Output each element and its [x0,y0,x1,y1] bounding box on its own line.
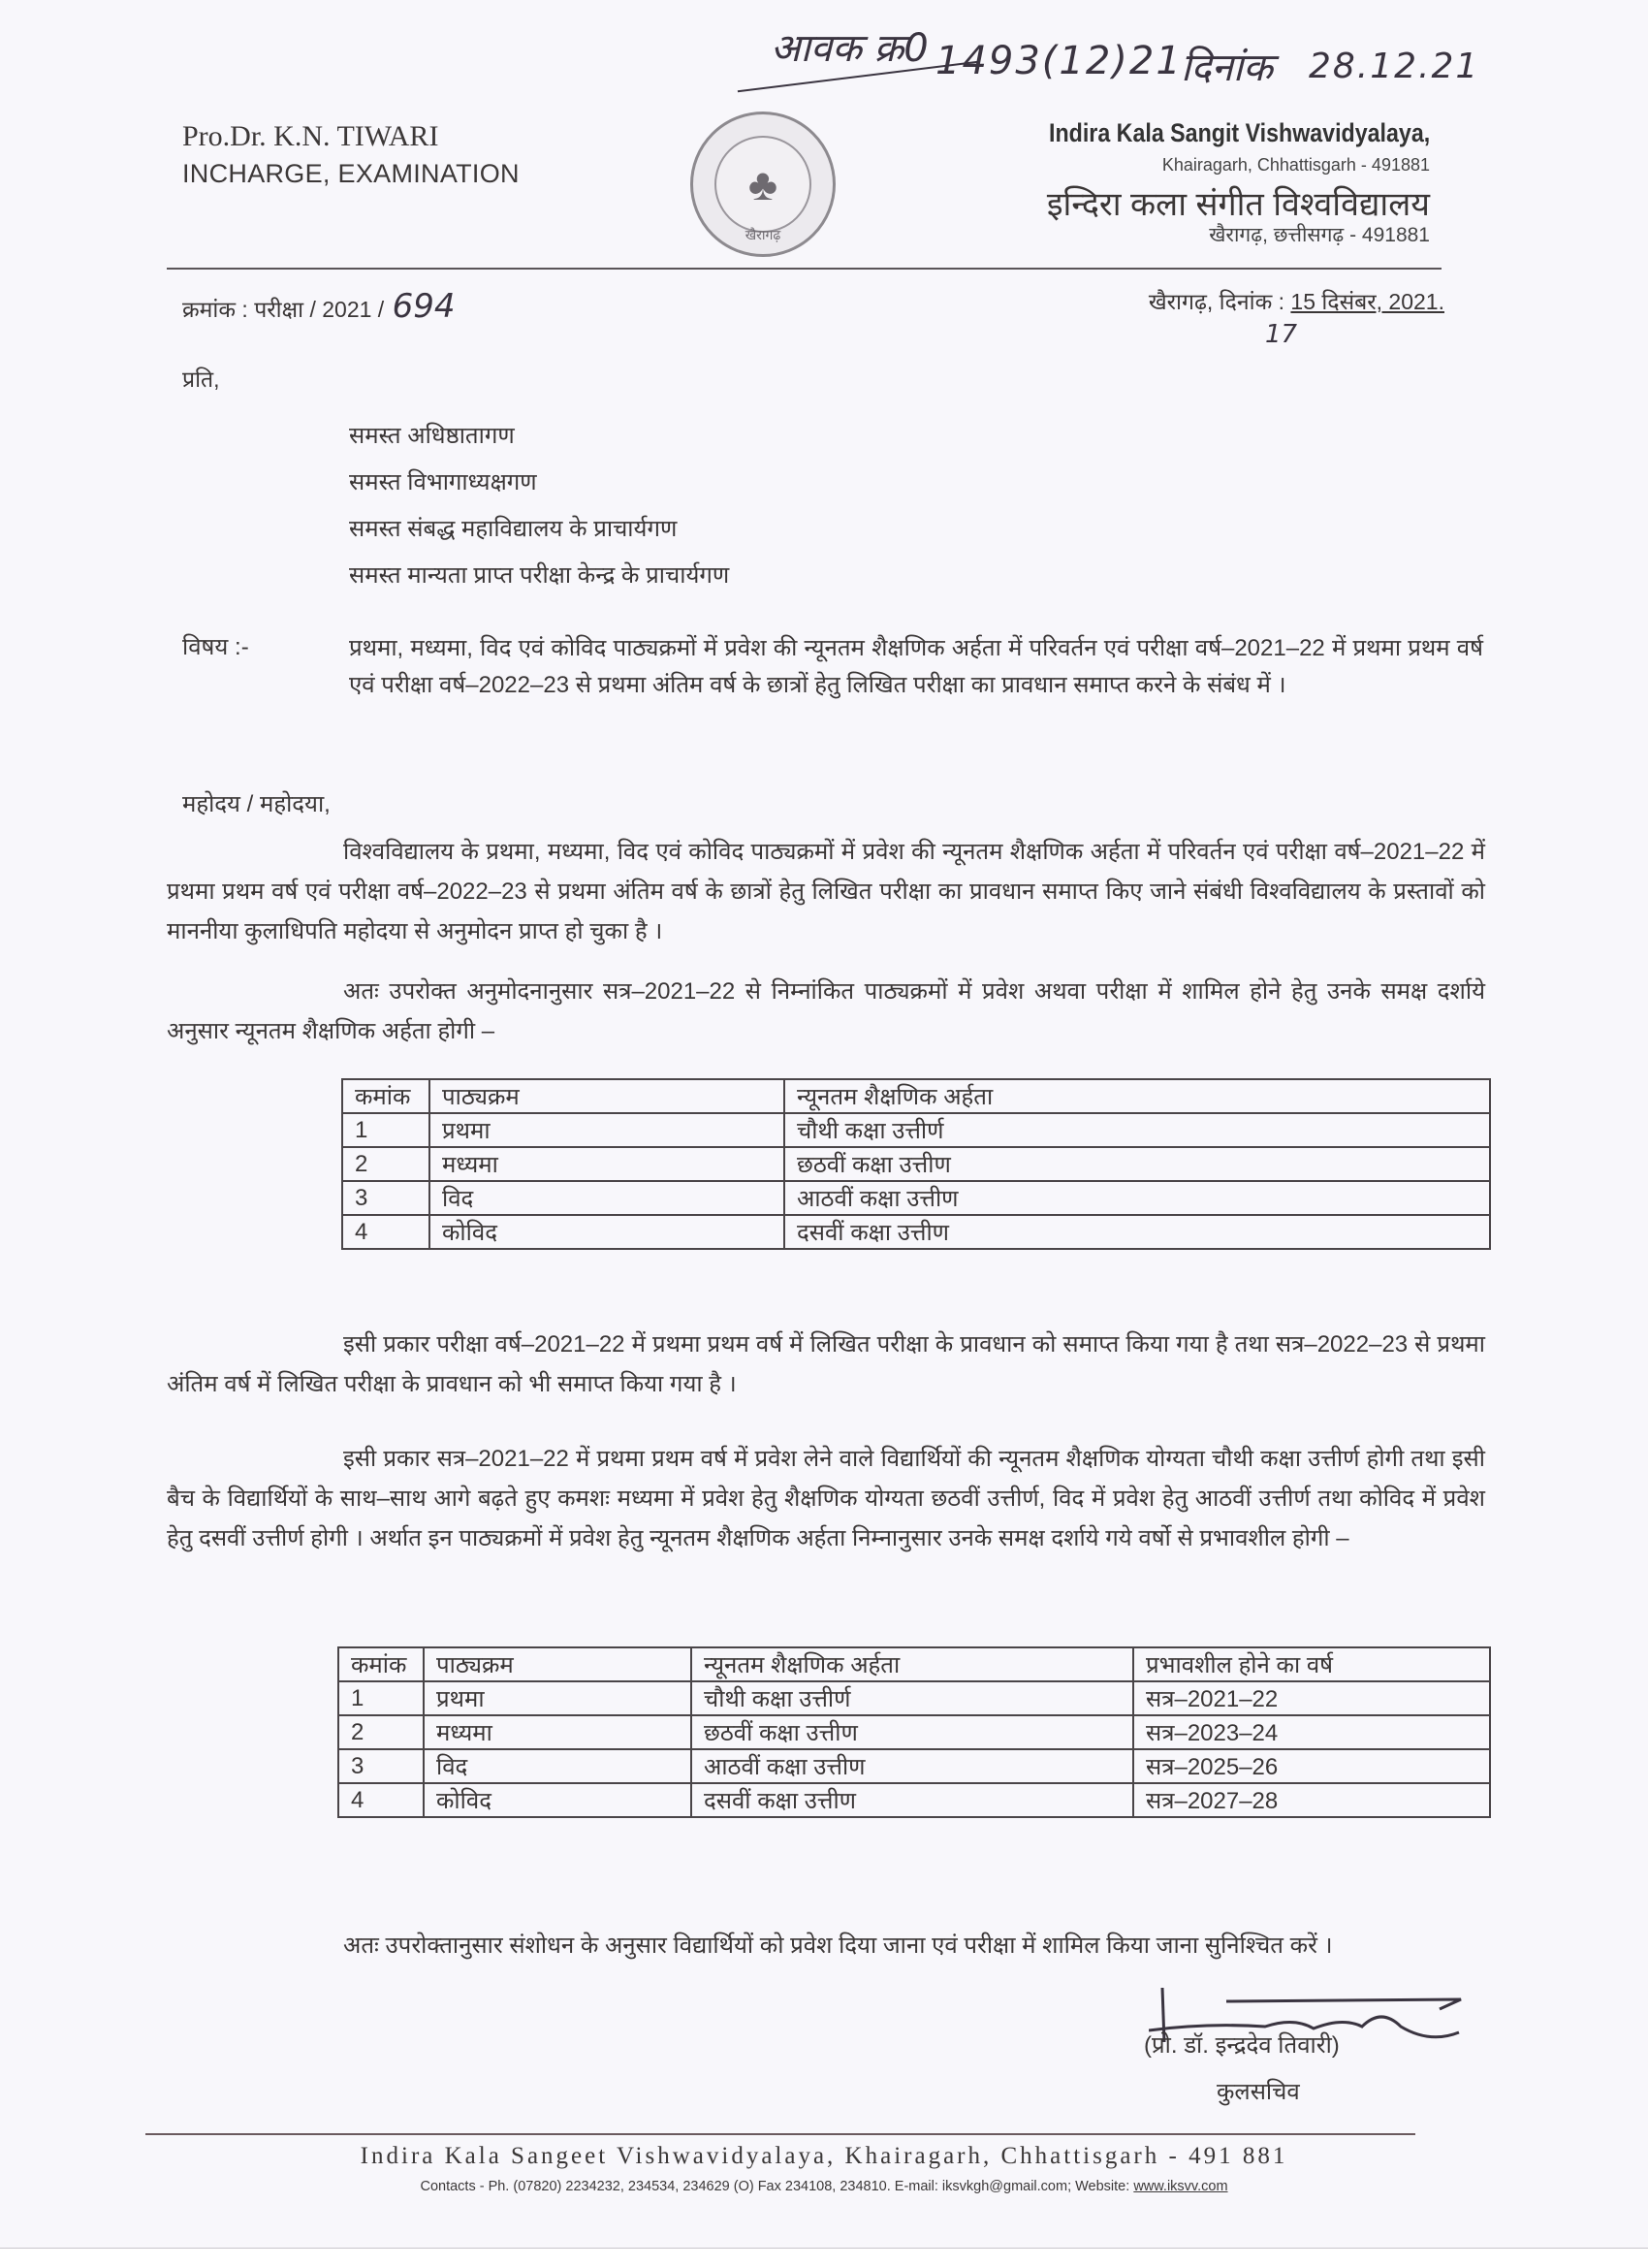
university-name-hindi: इन्दिरा कला संगीत विश्वविद्यालय [1046,186,1430,223]
table-cell: 2 [342,1147,429,1181]
recipient-item: समस्त मान्यता प्राप्त परीक्षा केन्द्र के प्राचार्यगण [349,562,730,589]
table-cell: 4 [338,1783,424,1817]
table-cell: सत्र–2021–22 [1133,1681,1490,1715]
table-row [342,1215,1490,1249]
table-cell: दसवीं कक्षा उत्तीण [784,1215,1490,1249]
table-cell: 1 [338,1681,424,1715]
seal-text: खैरागढ़ [745,227,781,242]
university-address-english: Khairagarh, Chhattisgarh - 491881 [1161,155,1430,175]
footer-university-address: Indira Kala Sangeet Vishwavidyalaya, Khairagarh, Chhattisgarh - 491 881 [360,2143,1288,2169]
to-label: प्रति, [182,367,220,392]
table-cell: मध्यमा [429,1147,784,1181]
table-cell: कोविद [424,1783,691,1817]
paragraph-batch-progression [167,1439,1485,1558]
table-cell: विद [424,1749,691,1783]
table-cell: 3 [342,1181,429,1215]
table-cell: आठवीं कक्षा उत्तीण [784,1181,1490,1215]
table-cell: छठवीं कक्षा उत्तीण [784,1147,1490,1181]
footer-website-link[interactable]: www.iksvv.com [1133,2179,1228,2194]
handwritten-date-label: दिनांक [1181,46,1273,90]
printed-date: 15 दिसंबर, 2021. [1290,289,1444,314]
reference-label: क्रमांक : परीक्षा / 2021 / [182,297,385,322]
reference-number [182,287,456,326]
table-header-cell: प्रभावशील होने का वर्ष [1133,1647,1490,1681]
table-header-row [342,1079,1490,1113]
table-cell: सत्र–2027–28 [1133,1783,1490,1817]
table-cell: 1 [342,1113,429,1147]
letter-date [1149,285,1444,316]
table-row [342,1181,1490,1215]
university-address-hindi: खैरागढ़, छत्तीसगढ़ - 491881 [1209,224,1430,246]
table-cell: दसवीं कक्षा उत्तीण [691,1783,1133,1817]
footer-contact-details: Contacts - Ph. (07820) 2234232, 234534, 234629 (O) Fax 234108, 234810. E-mail: iksvkgh@gmail.com; Website: [420,2179,1134,2194]
recipient-item: समस्त विभागाध्यक्षगण [349,469,537,495]
subject-text: प्रथमा, मध्यमा, विद एवं कोविद पाठ्यक्रमों में प्रवेश की न्यूनतम शैक्षणिक अर्हता में परिवर्तन एवं परीक्षा वर्ष–2021–22 में प्रथमा प्रथम वर्ष एवं परीक्षा वर्ष–2022–23 से प्रथमा अंतिम वर्ष के छात्रों हेतु लिखित परीक्षा का प्रावधान समाप्त करने के संबंध में । [349,635,1483,698]
letterhead-divider [167,268,1442,270]
table-cell: 3 [338,1749,424,1783]
paragraph-text: विश्वविद्यालय के प्रथमा, मध्यमा, विद एवं कोविद पाठ्यक्रमों में प्रवेश की न्यूनतम शैक्षणिक अर्हता में परिवर्तन एवं परीक्षा वर्ष–2021–22 में प्रथमा प्रथम वर्ष एवं परीक्षा वर्ष–2022–23 से प्रथमा अंतिम वर्ष के छात्रों हेतु लिखित परीक्षा का प्रावधान समाप्त किए जाने संबंधी विश्वविद्यालय के प्रस्तावों को माननीया कुलाधिपति महोदया से अनुमोदन प्राप्त हो चुका है । [167,839,1485,944]
university-seal-icon [690,112,836,257]
table-cell: छठवीं कक्षा उत्तीण [691,1715,1133,1749]
handwritten-date-value: 28.12.21 [1309,47,1480,86]
table-header-cell: न्यूनतम शैक्षणिक अर्हता [691,1647,1133,1681]
table-header-cell: कमांक [338,1647,424,1681]
examination-incharge-name: Pro.Dr. K.N. TIWARI [182,120,439,152]
seal-emblem-icon: ♣ [714,136,811,233]
table-header-cell: पाठ्यक्रम [429,1079,784,1113]
paragraph-text: अतः उपरोक्तानुसार संशोधन के अनुसार विद्यार्थियों को प्रवेश दिया जाना एवं परीक्षा में शामिल किया जाना सुनिश्चित करें । [343,1933,1333,1959]
table-header-row [338,1647,1490,1681]
paragraph-qualification-intro [167,972,1485,1051]
table-cell: आठवीं कक्षा उत्तीण [691,1749,1133,1783]
paragraph-approval [167,832,1485,951]
table-row [338,1715,1490,1749]
paragraph-written-exam [167,1325,1485,1404]
paragraph-text: अतः उपरोक्त अनुमोदनानुसार सत्र–2021–22 से निम्नांकित पाठ्यक्रमों में प्रवेश अथवा परीक्षा में शामिल होने हेतु उनके समक्ष दर्शाये अनुसार न्यूनतम शैक्षणिक अर्हता होगी – [167,978,1485,1044]
subject-label: विषय :- [182,634,249,660]
table-cell: सत्र–2025–26 [1133,1749,1490,1783]
paragraph-closing [167,1926,1485,1965]
paragraph-text: इसी प्रकार परीक्षा वर्ष–2021–22 में प्रथमा प्रथम वर्ष में लिखित परीक्षा के प्रावधान को समाप्त किया गया है तथा सत्र–2022–23 से प्रथमा अंतिम वर्ष में लिखित परीक्षा के प्रावधान को भी समाप्त किया गया है । [167,1331,1485,1397]
handwritten-inward-label: आवक क्र0 [771,26,929,71]
handwritten-date-correction: 17 [1265,320,1298,349]
table-cell: 4 [342,1215,429,1249]
recipient-item: समस्त संबद्ध महाविद्यालय के प्राचार्यगण [349,516,678,542]
paragraph-text: इसी प्रकार सत्र–2021–22 में प्रथमा प्रथम वर्ष में प्रवेश लेने वाले विद्यार्थियों की न्यूनतम शैक्षणिक योग्यता चौथी कक्षा उत्तीर्ण होगी तथा इसी बैच के विद्यार्थियों के साथ–साथ आगे बढ़ते हुए कमशः मध्यमा में प्रवेश हेतु शैक्षणिक योग्यता छठवीं उत्तीर्ण, विद में प्रवेश हेतु आठवीं उत्तीर्ण तथा कोविद में प्रवेश हेतु दसवीं उत्तीर्ण होगी । अर्थात इन पाठ्यक्रमों में प्रवेश हेतु न्यूनतम शैक्षणिक अर्हता निम्नानुसार उनके समक्ष दर्शाये गये वर्षो से प्रभावशील होगी – [167,1446,1485,1551]
table-row [338,1681,1490,1715]
table-cell: प्रथमा [429,1113,784,1147]
examination-incharge-role: INCHARGE, EXAMINATION [182,159,520,188]
footer-divider [145,2133,1415,2135]
table-row [342,1113,1490,1147]
table-cell: सत्र–2023–24 [1133,1715,1490,1749]
table-row [338,1749,1490,1783]
handwritten-reference-suffix: 694 [392,287,456,326]
handwritten-inward-number: 1493(12)21 [935,39,1183,83]
place-date-label: खैरागढ़, दिनांक : [1148,289,1285,314]
table-header-cell: कमांक [342,1079,429,1113]
table-cell: कोविद [429,1215,784,1249]
recipient-item: समस्त अधिष्ठातागण [349,423,515,449]
recipients-list [349,419,729,605]
table-cell: प्रथमा [424,1681,691,1715]
table-header-cell: पाठ्यक्रम [424,1647,691,1681]
table-header-cell: न्यूनतम शैक्षणिक अर्हता [784,1079,1490,1113]
table-row [338,1783,1490,1817]
table-cell: 2 [338,1715,424,1749]
table-cell: विद [429,1181,784,1215]
qualification-table [341,1078,1491,1250]
table-cell: मध्यमा [424,1715,691,1749]
table-cell: चौथी कक्षा उत्तीर्ण [691,1681,1133,1715]
signatory-designation: कुलसचिव [1217,2079,1300,2105]
university-name-english: Indira Kala Sangit Vishwavidyalaya, [1048,118,1430,147]
table-row [342,1147,1490,1181]
signatory-name: (प्रो. डॉ. इन्द्रदेव तिवारी) [1144,2032,1340,2059]
effective-year-table [337,1646,1491,1818]
table-cell: चौथी कक्षा उत्तीर्ण [784,1113,1490,1147]
footer-contacts [0,2179,1648,2194]
salutation: महोदय / महोदया, [182,791,331,817]
page-bottom-edge [0,2248,1648,2268]
